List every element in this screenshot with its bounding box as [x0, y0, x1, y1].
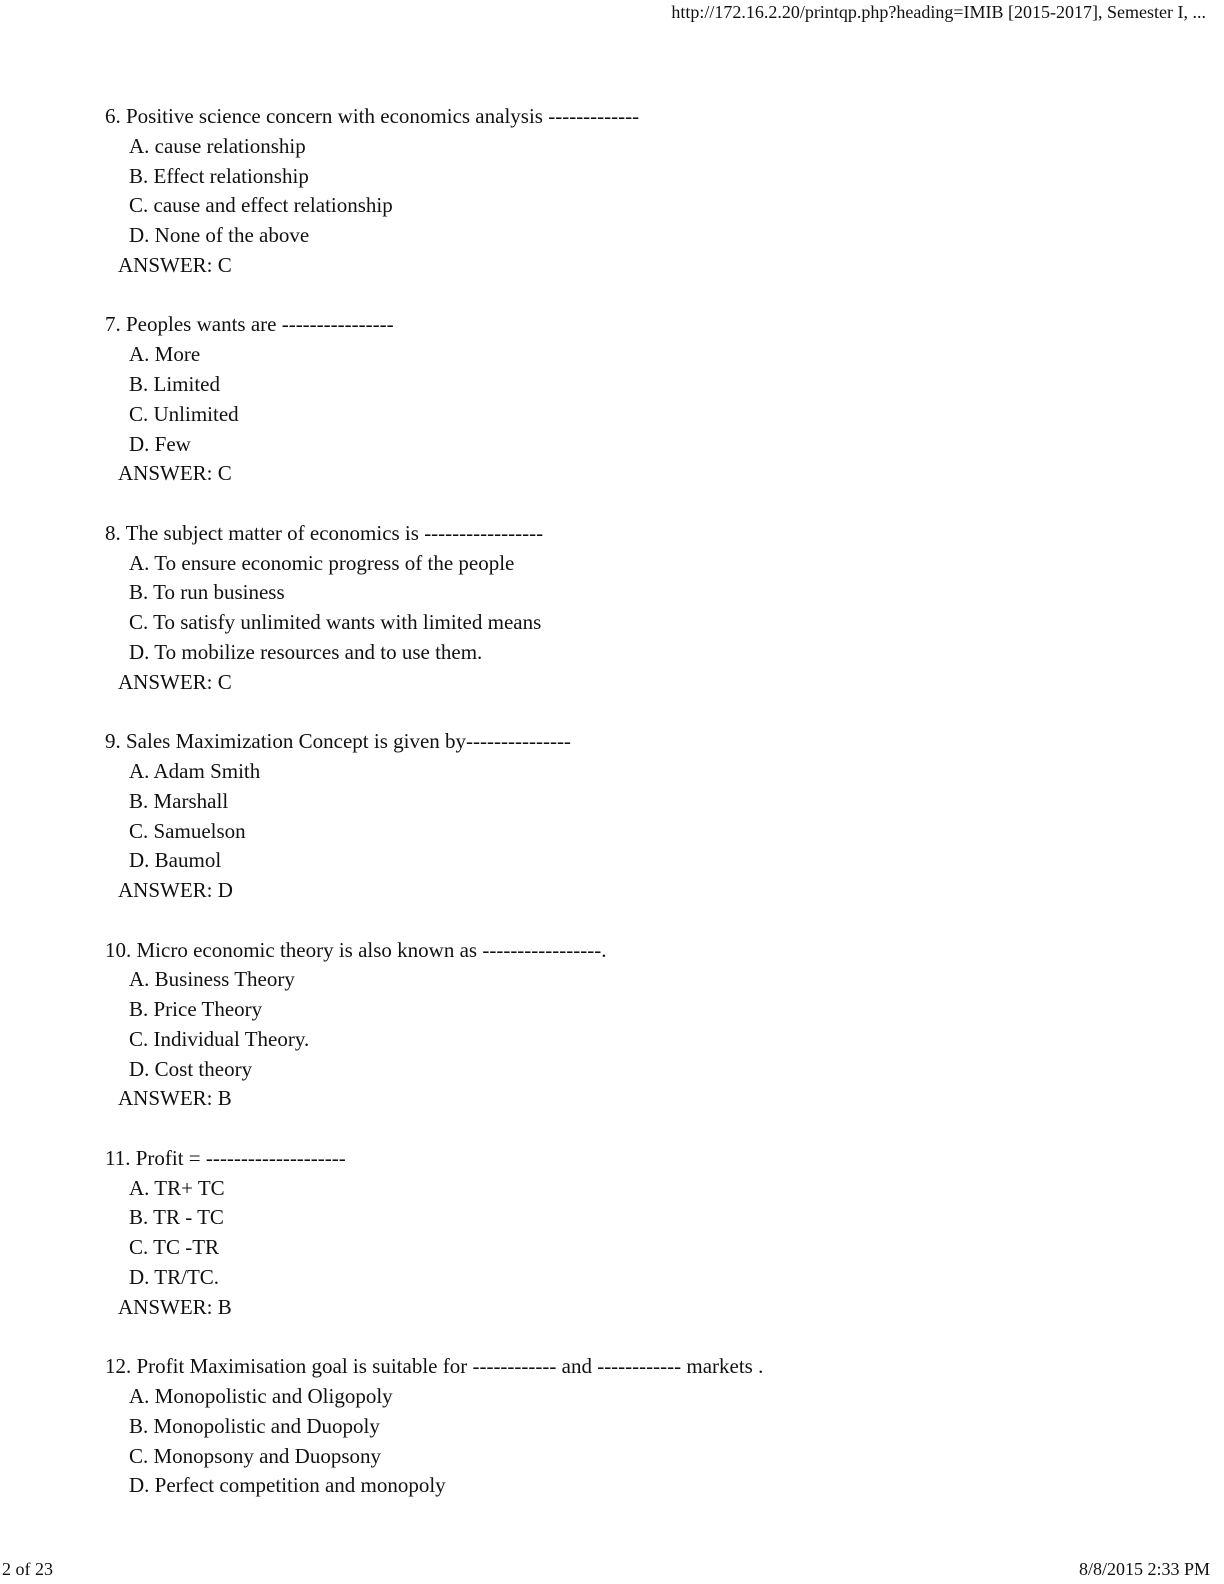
- question-block: [105, 1144, 1185, 1323]
- option-d: D. Baumol: [129, 848, 222, 873]
- print-datetime: 8/8/2015 2:33 PM: [1078, 1559, 1210, 1579]
- option-c: C. Monopsony and Duopsony: [129, 1443, 382, 1468]
- question-block: [105, 727, 1185, 906]
- option-a: A. Adam Smith: [129, 758, 261, 783]
- option-a: A. Monopolistic and Oligopoly: [129, 1384, 393, 1409]
- answer-label: ANSWER: C: [118, 669, 232, 694]
- option-a: A. More: [129, 342, 201, 367]
- page-url-header: http://172.16.2.20/printqp.php?heading=IMIB [2015-2017], Semester I, ...: [671, 2, 1206, 22]
- question-block: [105, 102, 1185, 281]
- option-d: D. Cost theory: [129, 1056, 253, 1081]
- answer-label: ANSWER: B: [118, 1086, 232, 1111]
- option-b: B. Limited: [129, 371, 220, 396]
- option-b: B. Effect relationship: [129, 163, 309, 188]
- question-text: 10. Micro economic theory is also known as -----------------.: [105, 937, 607, 962]
- question-list: [105, 102, 1185, 1531]
- option-d: D. To mobilize resources and to use them.: [129, 639, 483, 664]
- option-d: D. Few: [129, 431, 191, 456]
- option-c: C. Unlimited: [129, 401, 239, 426]
- option-a: A. TR+ TC: [129, 1175, 225, 1200]
- option-c: C. Individual Theory.: [129, 1026, 310, 1051]
- option-a: A. cause relationship: [129, 133, 306, 158]
- option-c: C. cause and effect relationship: [129, 193, 393, 218]
- option-a: A. Business Theory: [129, 967, 295, 992]
- question-block: [105, 936, 1185, 1115]
- question-text: 12. Profit Maximisation goal is suitable for ------------ and ------------ markets .: [105, 1354, 764, 1379]
- question-text: 9. Sales Maximization Concept is given by---------------: [105, 729, 571, 754]
- answer-label: ANSWER: C: [118, 461, 232, 486]
- option-b: B. TR - TC: [129, 1205, 224, 1230]
- option-b: B. Monopolistic and Duopoly: [129, 1413, 380, 1438]
- option-d: D. None of the above: [129, 223, 310, 248]
- option-b: B. To run business: [129, 580, 285, 605]
- option-d: D. Perfect competition and monopoly: [129, 1473, 446, 1498]
- option-c: C. To satisfy unlimited wants with limited means: [129, 610, 542, 635]
- page-number: 2 of 23: [2, 1559, 53, 1579]
- option-b: B. Marshall: [129, 788, 229, 813]
- question-text: 7. Peoples wants are ----------------: [105, 312, 394, 337]
- answer-label: ANSWER: C: [118, 252, 232, 277]
- option-d: D. TR/TC.: [129, 1265, 220, 1290]
- option-c: C. TC -TR: [129, 1235, 220, 1260]
- answer-label: ANSWER: D: [118, 878, 233, 903]
- question-text: 11. Profit = --------------------: [105, 1145, 346, 1170]
- option-b: B. Price Theory: [129, 997, 263, 1022]
- question-block: [105, 1352, 1185, 1501]
- answer-label: ANSWER: B: [118, 1294, 232, 1319]
- question-text: 8. The subject matter of economics is -----------------: [105, 520, 544, 545]
- question-block: [105, 519, 1185, 698]
- option-c: C. Samuelson: [129, 818, 246, 843]
- option-a: A. To ensure economic progress of the people: [129, 550, 515, 575]
- question-block: [105, 310, 1185, 489]
- question-text: 6. Positive science concern with economics analysis -------------: [105, 104, 640, 128]
